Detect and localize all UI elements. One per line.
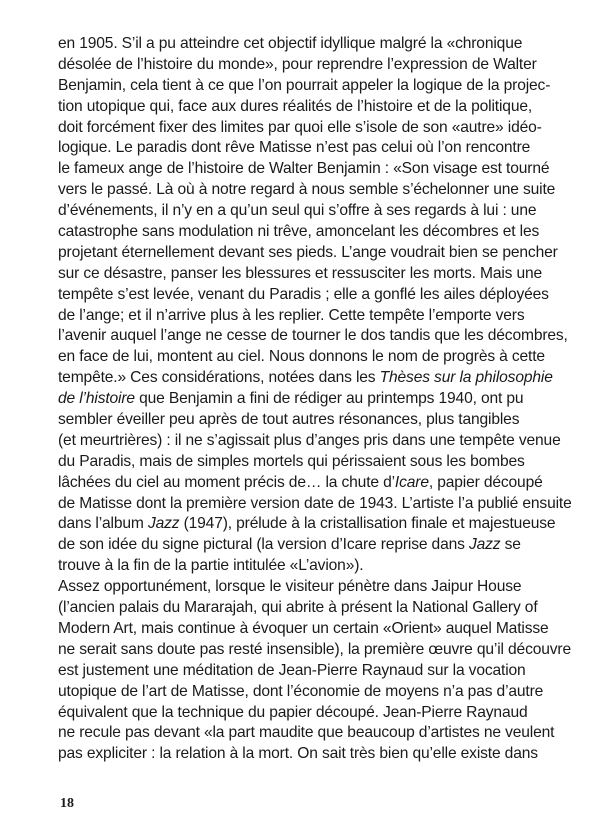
text-segment: trouve à la fin de la partie intitulée «L’avion»).: [58, 557, 364, 575]
body-text: [58, 34, 578, 765]
page-number: 18: [60, 796, 74, 811]
text-line: [58, 703, 578, 724]
text-segment: (l’ancien palais du Mararajah, qui abrite à présent la National Gallery of: [58, 599, 538, 617]
text-segment: (et meurtrières) : il ne s’agissait plus d’anges pris dans une tempête venue: [58, 431, 561, 449]
italic-text: Jazz: [147, 515, 180, 533]
text-line: [58, 326, 578, 347]
text-line: [58, 243, 578, 264]
text-segment: utopique de l’art de Matisse, dont l’économie de moyens n’a pas d’autre: [58, 682, 544, 700]
text-line: [58, 159, 578, 180]
text-line: [58, 723, 578, 744]
text-segment: du Paradis, mais de simples mortels qui périssaient sous les bombes: [58, 452, 525, 470]
text-line: [58, 180, 578, 201]
text-segment: l’avenir auquel l’ange ne cesse de tourner le dos tandis que les décombres,: [58, 327, 568, 345]
text-segment: projetant éternellement devant ses pieds. L’ange voudrait bien se pencher: [58, 243, 558, 261]
text-line: [58, 556, 578, 577]
text-segment: tempête s’est levée, venant du Paradis ; elle a gonflé les ailes déployées: [58, 285, 549, 303]
text-segment: de l’ange; et il n’arrive plus à les replier. Cette tempête l’emporte vers: [58, 306, 525, 324]
text-line: [58, 598, 578, 619]
text-segment: se: [500, 536, 521, 554]
text-line: [58, 138, 578, 159]
text-line: [58, 514, 578, 535]
text-line: [58, 201, 578, 222]
text-segment: ne serait sans doute pas resté insensible), la première œuvre qu’il découvre: [58, 640, 571, 658]
text-segment: en face de lui, montent au ciel. Nous donnons le nom de progrès à cette: [58, 348, 545, 366]
text-segment: vers le passé. Là où à notre regard à nous semble s’échelonner une suite: [58, 181, 556, 199]
text-line: [58, 744, 578, 765]
text-line: [58, 389, 578, 410]
text-segment: Benjamin, cela tient à ce que l’on pourrait appeler la logique de la projec-: [58, 76, 551, 94]
text-line: [58, 494, 578, 515]
text-line: [58, 577, 578, 598]
text-segment: sur ce désastre, panser les blessures et ressusciter les morts. Mais une: [58, 264, 543, 282]
text-line: [58, 368, 578, 389]
text-segment: , papier découpé: [428, 473, 543, 491]
text-segment: ne recule pas devant «la part maudite que beaucoup d’artistes ne veulent: [58, 724, 555, 742]
text-segment: en 1905. S’il a pu atteindre cet objectif idyllique malgré la «chronique: [58, 35, 523, 52]
text-line: [58, 34, 578, 55]
text-segment: équivalent que la technique du papier découpé. Jean-Pierre Raynaud: [58, 703, 528, 721]
text-line: [58, 452, 578, 473]
text-line: [58, 76, 578, 97]
text-segment: désolée de l’histoire du monde», pour reprendre l’expression de Walter: [58, 55, 537, 73]
text-line: [58, 118, 578, 139]
text-line: [58, 222, 578, 243]
italic-text: Thèses sur la philosophie: [379, 369, 553, 387]
text-line: [58, 410, 578, 431]
italic-text: de l’histoire: [58, 390, 135, 408]
text-line: [58, 97, 578, 118]
text-segment: tion utopique qui, face aux dures réalités de l’histoire et de la politique,: [58, 97, 533, 115]
text-line: [58, 306, 578, 327]
text-line: [58, 473, 578, 494]
text-segment: est justement une méditation de Jean-Pierre Raynaud sur la vocation: [58, 661, 526, 679]
text-segment: Assez opportunément, lorsque le visiteur pénètre dans Jaipur House: [58, 578, 522, 596]
text-line: [58, 682, 578, 703]
text-line: [58, 431, 578, 452]
text-line: [58, 619, 578, 640]
text-segment: lâchées du ciel au moment précis de… la chute d’: [58, 473, 395, 491]
text-line: [58, 347, 578, 368]
italic-text: Icare: [394, 473, 429, 491]
text-line: [58, 285, 578, 306]
text-segment: d’événements, il n’y en a qu’un seul qui s’offre à ses regards à lui : une: [58, 202, 537, 220]
text-segment: de Matisse dont la première version date de 1943. L’artiste l’a publié ensuite: [58, 494, 572, 512]
text-segment: logique. Le paradis dont rêve Matisse n’est pas celui où l’on rencontre: [58, 139, 531, 157]
italic-text: Jazz: [468, 536, 501, 554]
text-line: [58, 535, 578, 556]
text-segment: Modern Art, mais continue à évoquer un certain «Orient» auquel Matisse: [58, 619, 549, 637]
text-segment: dans l’album: [58, 515, 148, 533]
text-line: [58, 264, 578, 285]
text-segment: que Benjamin a fini de rédiger au printemps 1940, ont pu: [134, 390, 524, 408]
text-segment: pas expliciter : la relation à la mort. On sait très bien qu’elle existe dans: [58, 745, 538, 763]
text-line: [58, 640, 578, 661]
text-line: [58, 55, 578, 76]
text-segment: de son idée du signe pictural (la version d’Icare reprise dans: [58, 536, 469, 554]
text-segment: tempête.» Ces considérations, notées dans les: [58, 369, 380, 387]
text-segment: catastrophe sans modulation ni trêve, amoncelant les décombres et les: [58, 223, 540, 241]
text-segment: doit forcément fixer des limites par quoi elle s’isole de son «autre» idéo-: [58, 118, 542, 136]
text-segment: sembler éveiller peu après de tout autres résonances, plus tangibles: [58, 411, 520, 429]
text-segment: le fameux ange de l’histoire de Walter Benjamin : «Son visage est tourné: [58, 160, 550, 178]
text-segment: (1947), prélude à la cristallisation finale et majestueuse: [179, 515, 556, 533]
text-line: [58, 661, 578, 682]
